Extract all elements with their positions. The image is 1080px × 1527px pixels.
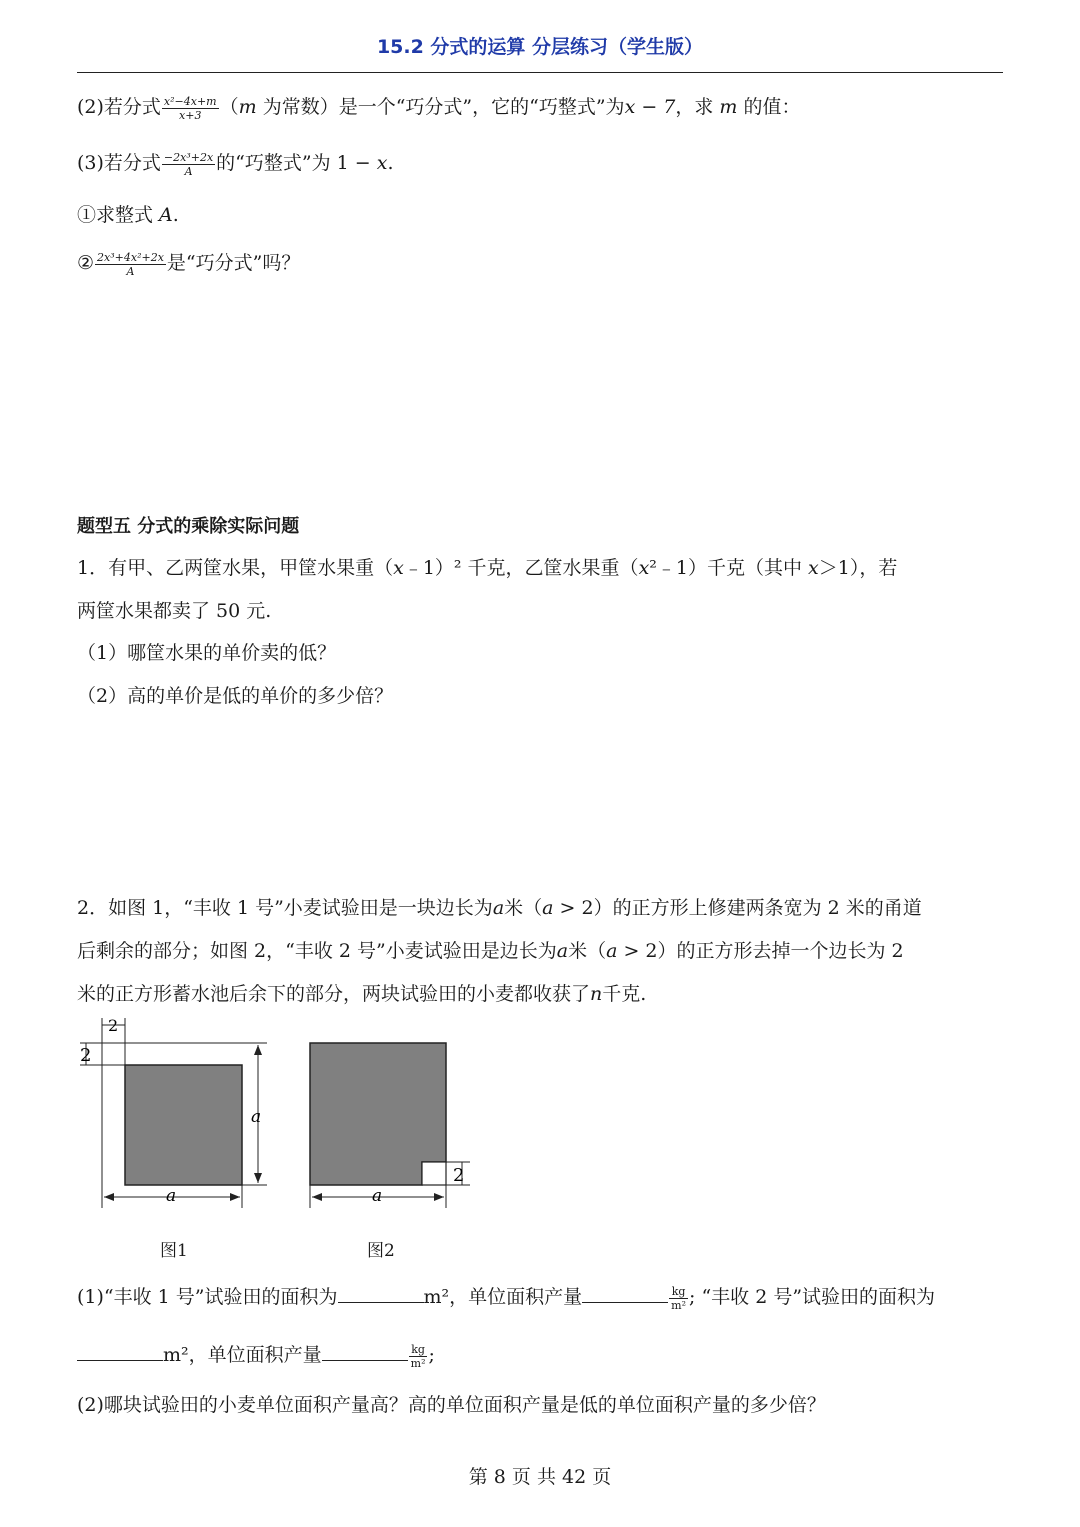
problem-1-line-1: 1．有甲、乙两筐水果，甲筐水果重（x﹣1）² 千克，乙筐水果重（x²﹣1）千克（其中 x＞1），若 [77,557,898,579]
question-2-line: (2)若分式 $\frac{\text{x²−4x+m}}{x+3}$ （m 为常数）是一个“巧分式”，它的“巧整式”为x − 7，求 m 的值： [77,94,801,122]
problem-2-line-3: 米的正方形蓄水池后余下的部分，两块试验田的小麦都收获了n千克. [77,983,647,1005]
header-rule [77,72,1003,73]
arrowhead [104,1193,114,1201]
problem-1-sub-2: （2）高的单价是低的单价的多少倍？ [77,685,394,707]
answer-blank[interactable] [77,1344,163,1361]
fig2-label-small: 2 [453,1165,465,1186]
problem-1-sub-1: （1）哪筐水果的单价卖的低？ [77,642,337,664]
unit-fraction: $\frac{kg}{\text{m²}}$ [671,1284,686,1312]
question-3-1-line: ①求整式 A. [77,204,179,226]
problem-2-line-2: 后剩余的部分；如图 2，“丰收 2 号”小麦试验田是边长为a米（a > 2）的正方形去掉一个边长为 2 [77,940,904,962]
arrowhead [254,1045,262,1055]
figure-1 [80,1016,267,1208]
page-header: 15.2 分式的运算 分层练习（学生版） [376,36,704,58]
unit-fraction: $\frac{kg}{\text{m²}}$ [410,1342,426,1370]
fig1-label-bottom: a [166,1186,177,1206]
figure-1-caption: 图1 [160,1241,188,1261]
arrowhead [434,1193,444,1201]
figures-diagram [70,1010,490,1220]
arrowhead [312,1193,322,1201]
fig1-label-left: 2 [80,1045,92,1066]
question-3-line: (3)若分式 $\frac{\text{−2x³+2x}}{A}$ 的“巧整式”为 1 − x. [77,150,394,178]
answer-line-1: (1)“丰收 1 号”试验田的面积为 m²，单位面积产量 $\frac{kg}{\text{m²}}$ ; “丰收 2 号”试验田的面积为 [77,1284,936,1312]
fraction: $\frac{\text{x²−4x+m}}{x+3}$ [163,94,217,122]
problem-1-line-2: 两筐水果都卖了 50 元. [77,600,272,622]
arrowhead [230,1193,240,1201]
water-pool [422,1162,446,1185]
page-footer: 第 8 页 共 42 页 [468,1466,612,1488]
fig2-label-bottom: a [372,1186,383,1206]
answer-blank[interactable] [582,1286,668,1303]
fraction: $\frac{\text{2x³+4x²+2x}}{A}$ [97,250,164,278]
question-3-2-line: ② $\frac{\text{2x³+4x²+2x}}{A}$ 是“巧分式”吗？ [77,250,301,278]
arrowhead [254,1173,262,1183]
fig1-label-top: 2 [108,1016,119,1035]
section-title: 题型五 分式的乘除实际问题 [77,516,300,537]
figure-2 [310,1043,470,1208]
field-1-shaded [125,1065,242,1185]
fraction: $\frac{\text{−2x³+2x}}{A}$ [163,150,214,178]
problem-2-line-1: 2．如图 1，“丰收 1 号”小麦试验田是一块边长为a米（a > 2）的正方形上修建两条宽为 2 米的甬道 [77,897,922,919]
fig1-label-right: a [251,1107,262,1127]
problem-2-question-2: (2)哪块试验田的小麦单位面积产量高？高的单位面积产量是低的单位面积产量的多少倍？ [77,1394,826,1416]
answer-blank[interactable] [322,1344,408,1361]
answer-line-2: m²，单位面积产量 $\frac{kg}{\text{m²}}$ ; [77,1340,435,1370]
figure-2-caption: 图2 [367,1241,395,1261]
answer-blank[interactable] [338,1286,424,1303]
